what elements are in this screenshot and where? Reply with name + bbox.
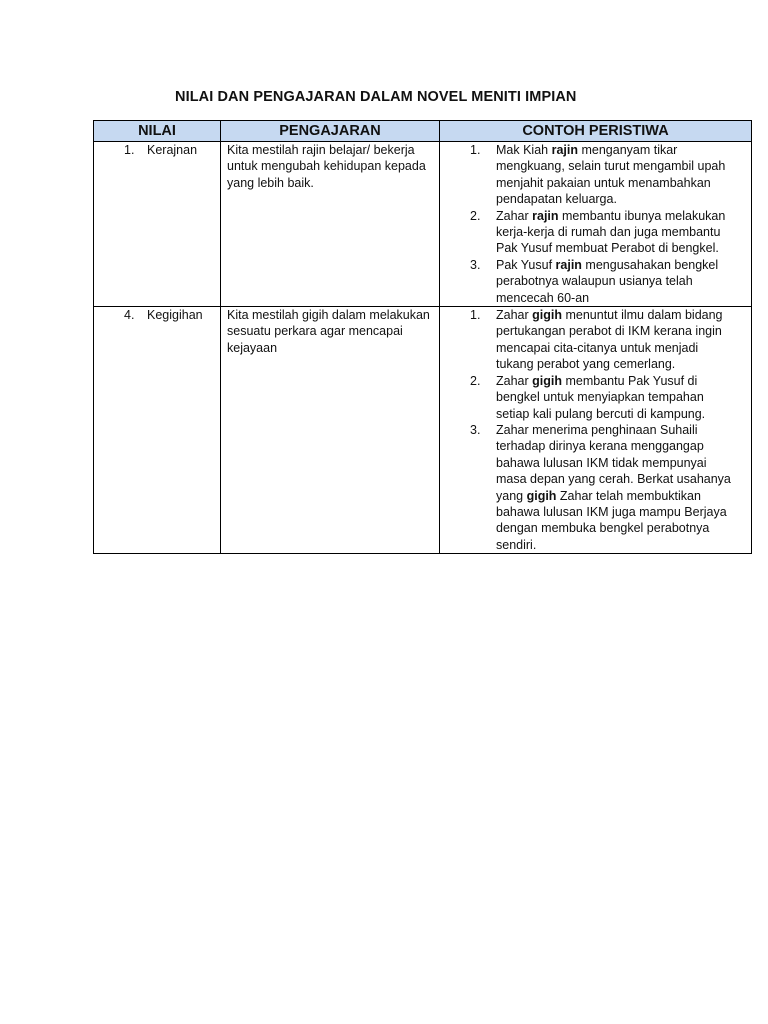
event-text-before: Mak Kiah bbox=[496, 143, 552, 157]
event-number: 1. bbox=[470, 143, 481, 157]
list-item bbox=[444, 422, 747, 553]
event-keyword: rajin bbox=[555, 257, 582, 272]
event-text bbox=[496, 422, 747, 553]
list-item bbox=[444, 257, 747, 306]
event-text-after: menuntut ilmu dalam bidang pertukangan perabot di IKM kerana ingin mencapai cita-citanya untuk menjadi tukang perabot yang cemerlang. bbox=[496, 308, 723, 372]
event-text-after: membantu Pak Yusuf di bengkel untuk menyiapkan tempahan setiap kali pulang bercuti di kampung. bbox=[496, 373, 706, 421]
pengajaran-text: Kita mestilah gigih dalam melakukan sesuatu perkara agar mencapai kejayaan bbox=[227, 308, 430, 355]
table-row bbox=[94, 307, 752, 554]
list-item bbox=[444, 307, 747, 373]
nilai-cell bbox=[94, 307, 221, 554]
event-list bbox=[444, 307, 747, 553]
event-text-before: Zahar bbox=[496, 208, 533, 223]
table-body bbox=[94, 142, 752, 554]
header-row bbox=[94, 121, 752, 142]
event-number: 3. bbox=[470, 257, 481, 272]
nilai-cell bbox=[94, 142, 221, 307]
list-item bbox=[444, 142, 747, 208]
event-text-after: membantu ibunya melakukan kerja-kerja di rumah dan juga membantu Pak Yusuf membuat Perabot di bengkel. bbox=[496, 208, 726, 256]
nilai-label: Kerajnan bbox=[147, 143, 198, 157]
event-number: 2. bbox=[470, 373, 481, 388]
pengajaran-text: Kita mestilah rajin belajar/ bekerja untuk mengubah kehidupan kepada yang lebih baik. bbox=[227, 143, 426, 190]
event-number: 2. bbox=[470, 208, 481, 223]
event-text-before: Zahar bbox=[496, 308, 533, 323]
event-keyword: rajin bbox=[532, 208, 559, 223]
header-nilai: NILAI bbox=[94, 121, 221, 142]
header-contoh-peristiwa: CONTOH PERISTIWA bbox=[440, 121, 752, 142]
contoh-cell bbox=[440, 307, 752, 554]
event-text bbox=[496, 142, 747, 208]
table-header bbox=[94, 121, 752, 142]
event-list bbox=[444, 142, 747, 306]
pengajaran-cell bbox=[221, 307, 440, 554]
event-text bbox=[496, 208, 747, 257]
event-text-after: menganyam tikar mengkuang, selain turut mengambil upah menjahit pakaian untuk menambahkan pendapatan keluarga. bbox=[496, 143, 726, 207]
list-item bbox=[444, 208, 747, 257]
event-text bbox=[496, 307, 747, 373]
table-row bbox=[94, 142, 752, 307]
document-title: NILAI DAN PENGAJARAN DALAM NOVEL MENITI IMPIAN bbox=[175, 89, 577, 105]
event-number: 1. bbox=[470, 308, 481, 323]
event-text-before: Pak Yusuf bbox=[496, 257, 556, 272]
contoh-cell bbox=[440, 142, 752, 307]
nilai-number: 1. bbox=[124, 143, 135, 157]
event-keyword: gigih bbox=[532, 373, 562, 388]
event-text-after: mengusahakan bengkel perabotnya walaupun usianya telah mencecah 60-an bbox=[496, 257, 719, 305]
event-text-before: Zahar bbox=[496, 373, 533, 388]
event-keyword: rajin bbox=[551, 143, 578, 157]
values-table bbox=[93, 120, 752, 554]
header-pengajaran: PENGAJARAN bbox=[221, 121, 440, 142]
event-keyword: gigih bbox=[526, 488, 557, 503]
event-text-after: Zahar telah membuktikan bahawa lulusan IKM juga mampu Berjaya dengan membuka bengkel perabotnya sendiri. bbox=[496, 488, 727, 552]
event-text bbox=[496, 373, 747, 422]
event-keyword: gigih bbox=[532, 308, 562, 323]
nilai-label: Kegigihan bbox=[147, 308, 203, 323]
nilai-number: 4. bbox=[124, 308, 135, 323]
event-text bbox=[496, 257, 747, 306]
list-item bbox=[444, 373, 747, 422]
event-text-before: Zahar menerima penghinaan Suhaili terhadap dirinya kerana menggangap bahawa lulusan IKM tidak mempunyai masa depan yang cerah. Berkat usahanya yang bbox=[496, 422, 731, 503]
pengajaran-cell bbox=[221, 142, 440, 307]
event-number: 3. bbox=[470, 422, 481, 437]
